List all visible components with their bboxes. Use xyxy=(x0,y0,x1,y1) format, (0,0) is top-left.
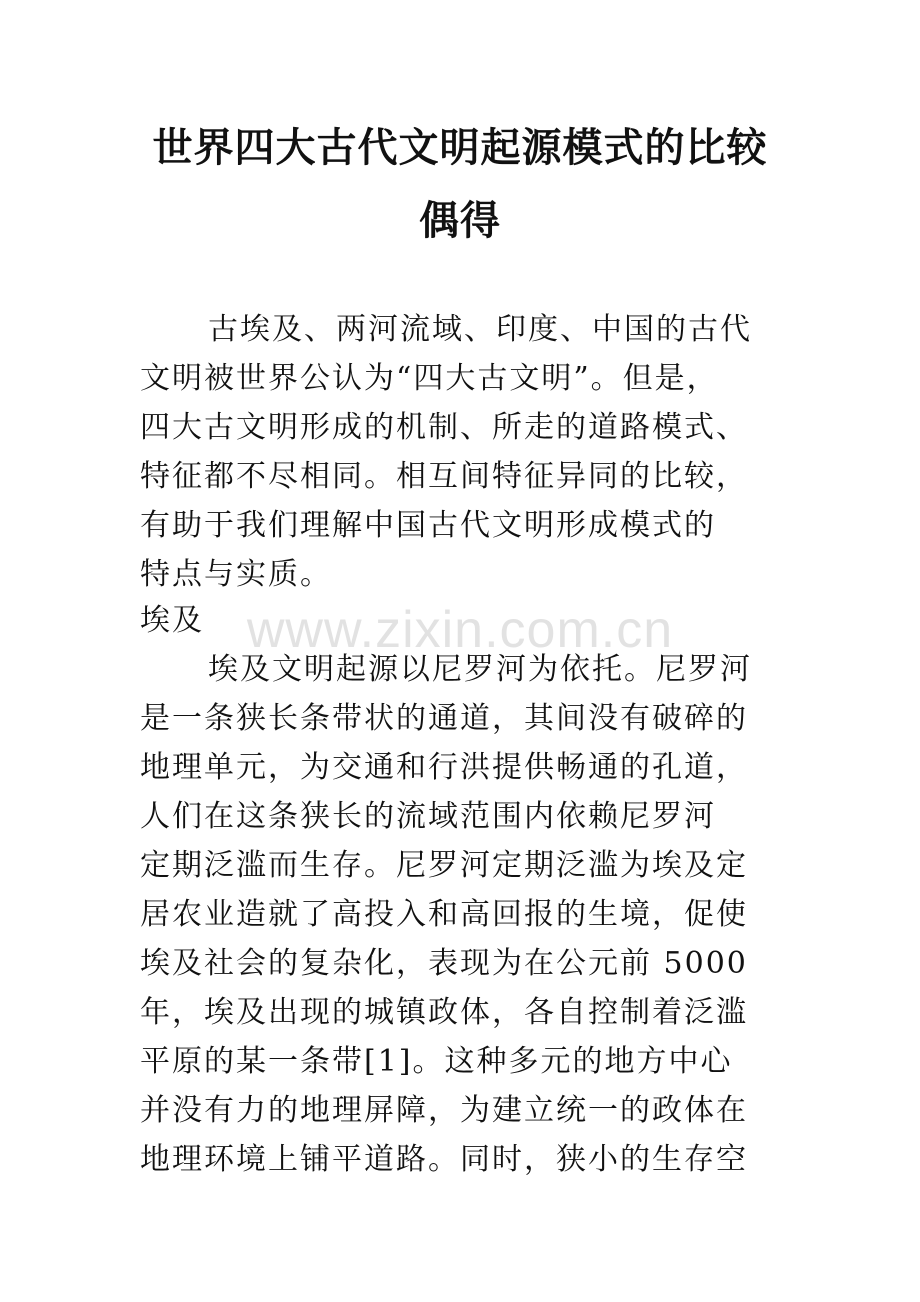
text-line: 年，埃及出现的城镇政体，各自控制着泛滥 xyxy=(140,995,748,1030)
text-line: 居农业造就了高投入和高回报的生境，促使 xyxy=(140,897,748,932)
document-title-line-1: 世界四大古代文明起源模式的比较 xyxy=(152,124,768,171)
text-line: 特点与实质。 xyxy=(140,557,332,592)
section-heading-text: 埃及 xyxy=(140,603,204,638)
text-line: 是一条狭长条带状的通道，其间没有破碎的 xyxy=(140,701,748,736)
intro-paragraph xyxy=(140,305,800,599)
egypt-paragraph xyxy=(140,645,800,1184)
section-heading-egypt xyxy=(140,596,800,645)
text-line: 埃及文明起源以尼罗河为依托。尼罗河 xyxy=(208,652,752,687)
text-line: 人们在这条狭长的流域范围内依赖尼罗河 xyxy=(140,799,716,834)
text-line: 定期泛滥而生存。尼罗河定期泛滥为埃及定 xyxy=(140,848,748,883)
text-line: 地理单元，为交通和行洪提供畅通的孔道， xyxy=(140,750,748,785)
text-line: 平原的某一条带[1]。这种多元的地方中心 xyxy=(140,1044,733,1079)
text-line: 特征都不尽相同。相互间特征异同的比较， xyxy=(140,459,748,494)
text-line: 地理环境上铺平道路。同时，狭小的生存空 xyxy=(140,1142,748,1177)
text-line: 并没有力的地理屏障，为建立统一的政体在 xyxy=(140,1093,748,1128)
document-title-line-2: 偶得 xyxy=(419,197,501,244)
text-line: 文明被世界公认为“四大古文明”。但是， xyxy=(140,361,719,396)
text-line: 古埃及、两河流域、印度、中国的古代 xyxy=(208,312,752,347)
text-line: 四大古文明形成的机制、所走的道路模式、 xyxy=(140,410,748,445)
text-line: 有助于我们理解中国古代文明形成模式的 xyxy=(140,508,716,543)
text-line: 埃及社会的复杂化，表现为在公元前 5000 xyxy=(140,946,748,981)
watermark: www.zixin.com.cn xyxy=(246,601,674,659)
